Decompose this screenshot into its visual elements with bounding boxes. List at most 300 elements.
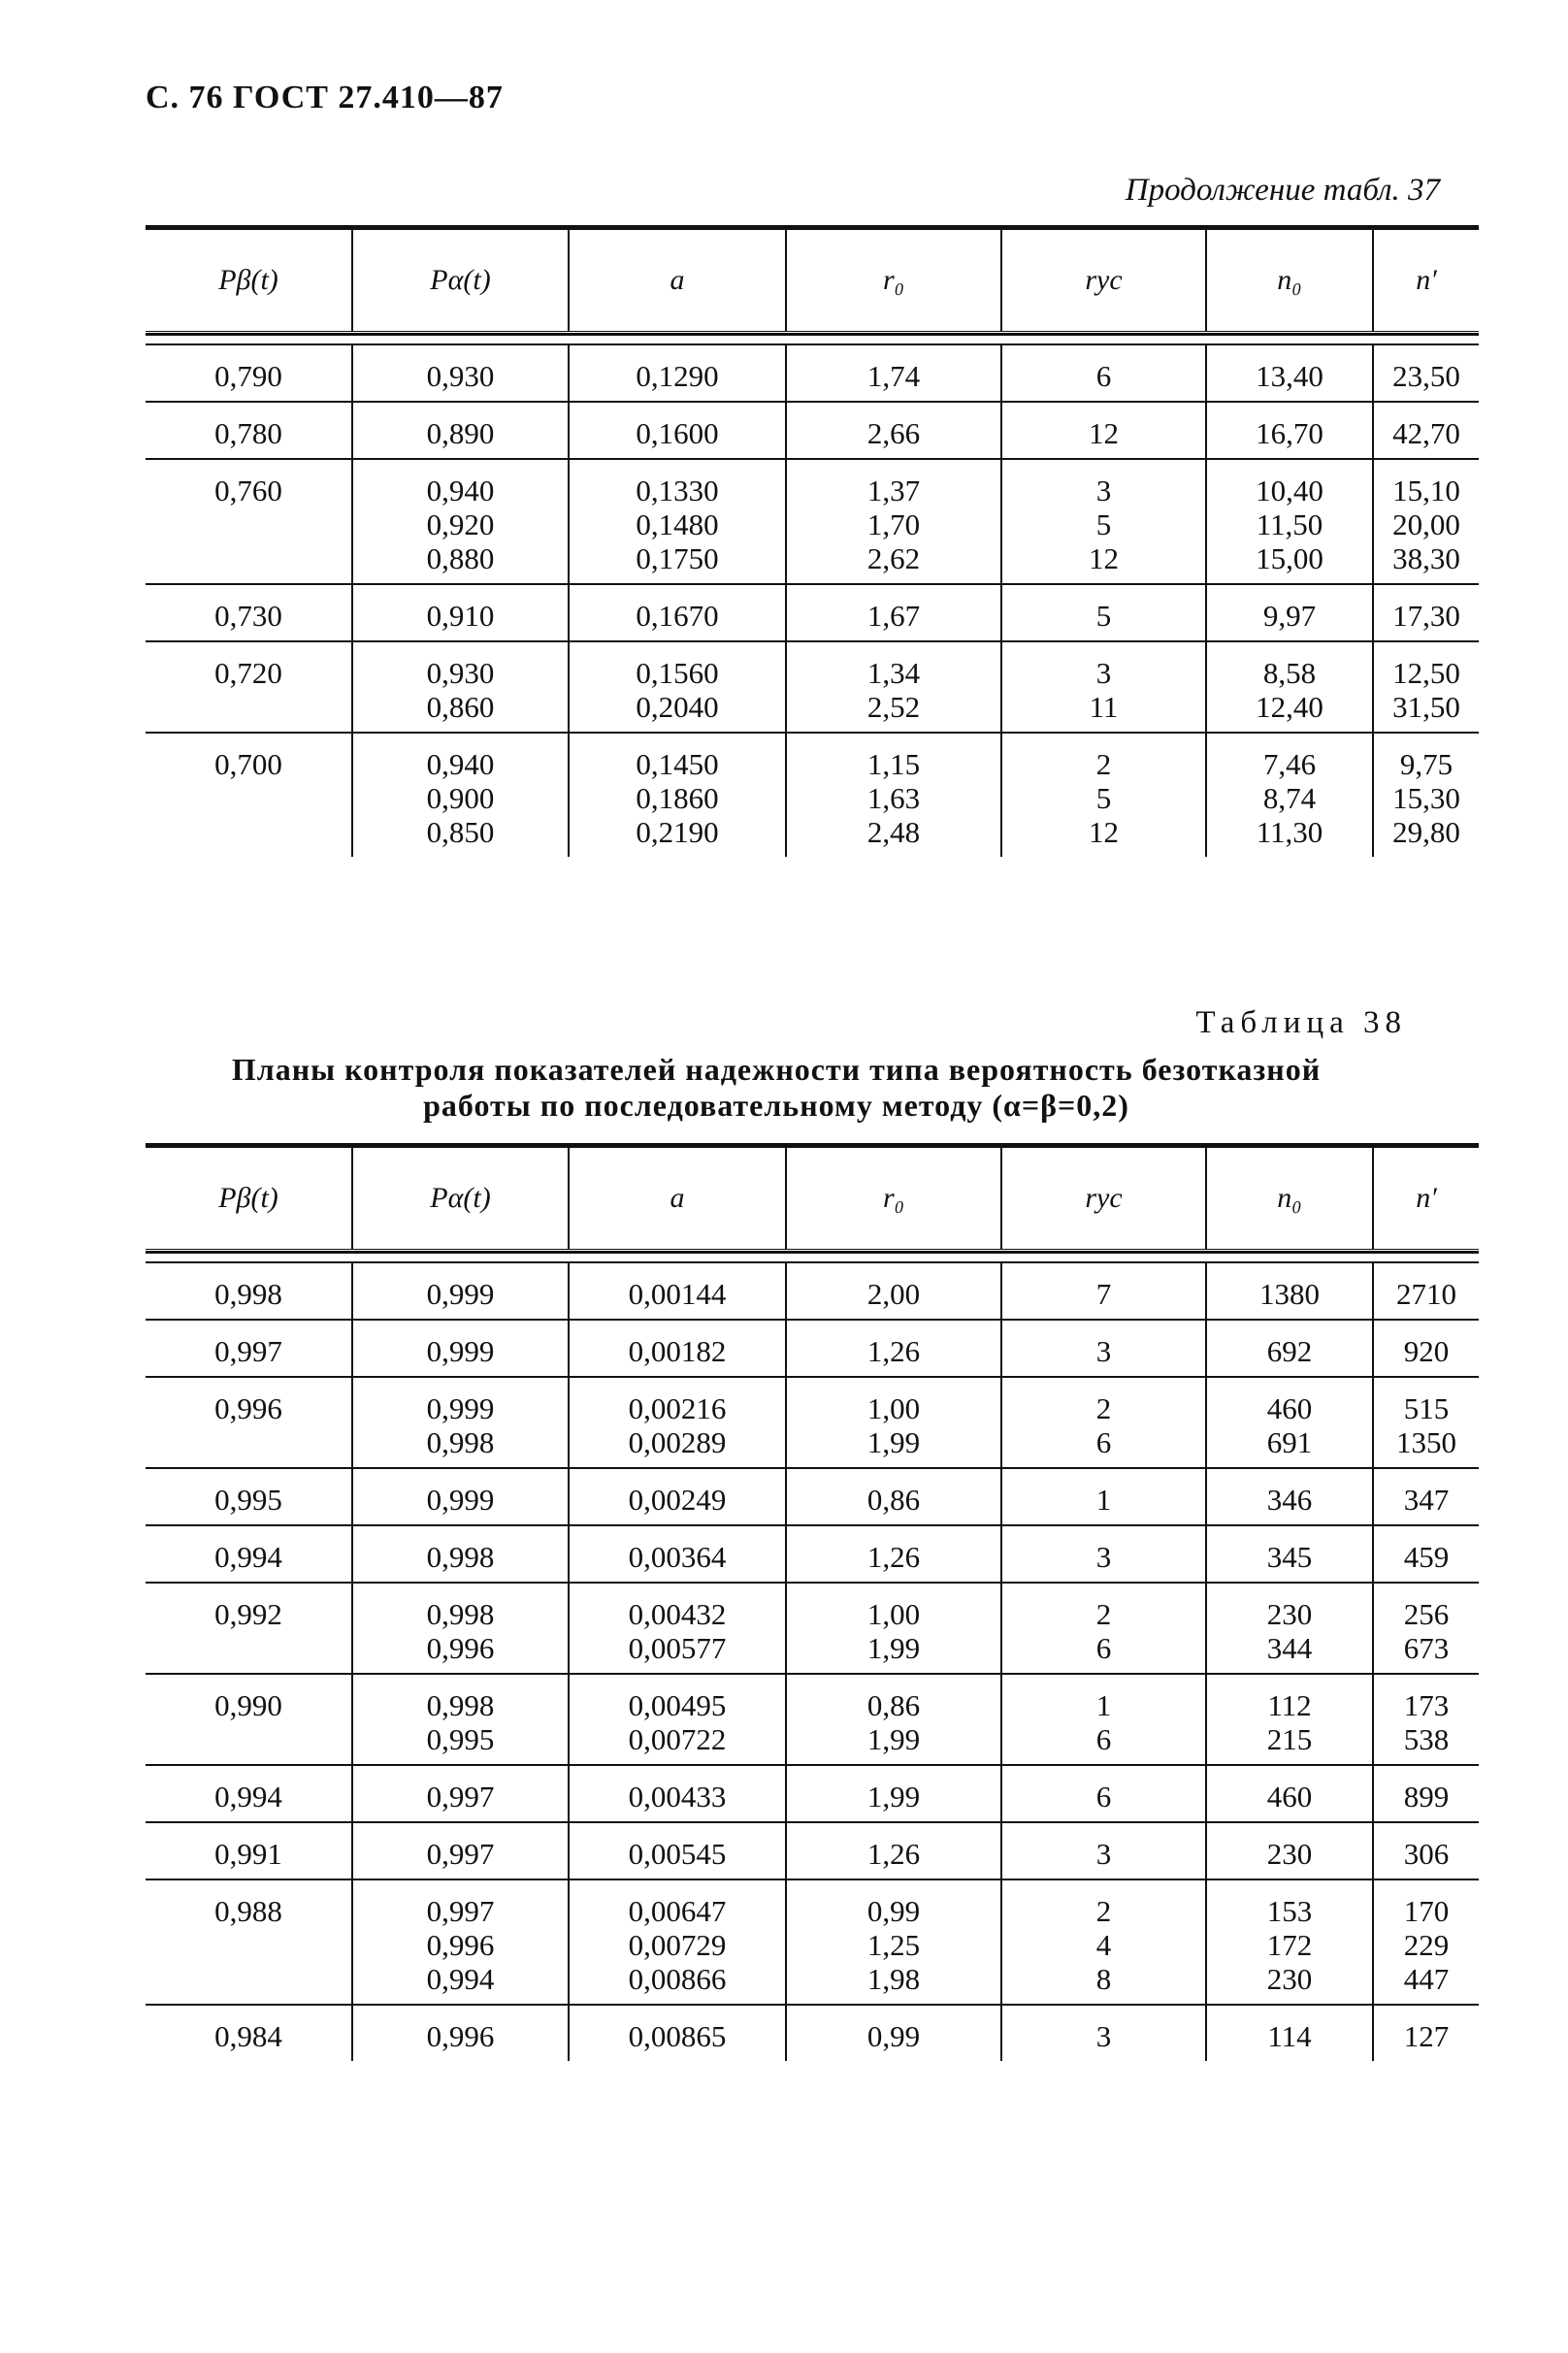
cell-value: 173 <box>1403 1688 1450 1722</box>
cell-value: 0,00865 <box>628 2019 727 2053</box>
column-header: n₀ <box>1207 1148 1374 1249</box>
cell-value: 12 <box>1089 416 1119 450</box>
cell-value: 0,2040 <box>636 690 719 724</box>
cell-value: 0,997 <box>426 1837 495 1871</box>
table-cell-pbeta: 0,988 <box>146 1880 353 2006</box>
table-cell <box>787 642 1002 734</box>
table-cell <box>1374 1823 1479 1880</box>
table-cell <box>787 1469 1002 1526</box>
table-cell <box>353 345 570 403</box>
cell-value: 0,860 <box>426 690 495 724</box>
page-header: С. 76 ГОСТ 27.410—87 <box>146 80 504 115</box>
cell-value: 0,1670 <box>636 599 719 633</box>
cell-value: 230 <box>1266 1597 1313 1631</box>
table-cell <box>787 1823 1002 1880</box>
table-cell <box>1207 1766 1374 1823</box>
table-cell-pbeta: 0,997 <box>146 1321 353 1378</box>
cell-value: 2 <box>1095 1597 1112 1631</box>
cell-value: 170 <box>1403 1894 1450 1928</box>
table-cell <box>1374 734 1479 857</box>
table-cell <box>570 1321 787 1378</box>
cell-value: 29,80 <box>1392 815 1460 849</box>
table-cell <box>787 1321 1002 1378</box>
column-header: a <box>570 1148 787 1249</box>
cell-value: 3 <box>1095 1837 1112 1871</box>
cell-value: 0,00722 <box>628 1722 727 1756</box>
cell-value: 346 <box>1266 1483 1313 1517</box>
table-cell <box>353 1584 570 1675</box>
column-header: rус <box>1002 1148 1207 1249</box>
column-header: n₀ <box>1207 230 1374 331</box>
table-cell <box>570 1263 787 1321</box>
cell-value: 0,940 <box>426 474 495 507</box>
table-cell-pbeta: 0,760 <box>146 460 353 585</box>
table-37 <box>146 225 1479 857</box>
table-cell <box>353 585 570 642</box>
table-cell <box>570 1880 787 2006</box>
cell-value: 6 <box>1095 1631 1112 1665</box>
table-cell-pbeta: 0,998 <box>146 1263 353 1321</box>
cell-value: 42,70 <box>1392 416 1460 450</box>
cell-value: 1,70 <box>866 507 921 541</box>
cell-value: 1,99 <box>866 1780 921 1814</box>
cell-value: 1,00 <box>866 1597 921 1631</box>
cell-value: 3 <box>1095 1540 1112 1574</box>
cell-value: 1,25 <box>866 1928 921 1962</box>
cell-value: 0,996 <box>426 1928 495 1962</box>
table-cell <box>787 345 1002 403</box>
cell-value: 5 <box>1095 507 1112 541</box>
cell-value: 691 <box>1266 1425 1313 1459</box>
cell-value: 0,00577 <box>628 1631 727 1665</box>
cell-value: 8 <box>1095 1962 1112 1996</box>
table-cell <box>1207 1263 1374 1321</box>
table-cell <box>1374 345 1479 403</box>
cell-value: 1,99 <box>866 1425 921 1459</box>
cell-value: 0,00495 <box>628 1688 727 1722</box>
table-cell <box>1002 1378 1207 1469</box>
cell-value: 6 <box>1095 1722 1112 1756</box>
cell-value: 0,86 <box>866 1688 921 1722</box>
table-cell-pbeta: 0,780 <box>146 403 353 460</box>
cell-value: 0,00289 <box>628 1425 727 1459</box>
table-cell <box>1207 734 1374 857</box>
cell-value: 0,997 <box>426 1780 495 1814</box>
table-cell <box>787 1675 1002 1766</box>
table-cell-pbeta: 0,991 <box>146 1823 353 1880</box>
table-number-label: Таблица 38 <box>1195 1005 1407 1040</box>
cell-value: 1,99 <box>866 1631 921 1665</box>
cell-value: 6 <box>1095 1425 1112 1459</box>
cell-value: 38,30 <box>1392 541 1460 575</box>
cell-value: 1350 <box>1396 1425 1456 1459</box>
cell-value: 215 <box>1266 1722 1313 1756</box>
cell-value: 0,00182 <box>628 1334 727 1368</box>
cell-value: 2,52 <box>866 690 921 724</box>
table-cell <box>1002 1321 1207 1378</box>
cell-value: 114 <box>1267 2019 1312 2053</box>
table-cell <box>1374 1584 1479 1675</box>
cell-value: 3 <box>1095 656 1112 690</box>
cell-value: 0,86 <box>866 1483 921 1517</box>
cell-value: 0,00866 <box>628 1962 727 1996</box>
table-cell <box>1002 345 1207 403</box>
table-cell <box>353 403 570 460</box>
cell-value: 16,70 <box>1256 416 1323 450</box>
table-cell-pbeta: 0,994 <box>146 1766 353 1823</box>
cell-value: 0,998 <box>426 1688 495 1722</box>
cell-value: 1380 <box>1259 1277 1320 1311</box>
cell-value: 1,00 <box>866 1391 921 1425</box>
cell-value: 172 <box>1266 1928 1313 1962</box>
table-cell-pbeta: 0,996 <box>146 1378 353 1469</box>
cell-value: 0,00545 <box>628 1837 727 1871</box>
cell-value: 7 <box>1095 1277 1112 1311</box>
table-cell <box>353 1880 570 2006</box>
table-cell <box>1207 345 1374 403</box>
cell-value: 6 <box>1095 359 1112 393</box>
table-cell-pbeta: 0,995 <box>146 1469 353 1526</box>
cell-value: 673 <box>1403 1631 1450 1665</box>
table-cell <box>787 2006 1002 2061</box>
table-cell <box>787 734 1002 857</box>
cell-value: 0,1560 <box>636 656 719 690</box>
table-cell <box>353 1675 570 1766</box>
cell-value: 2,66 <box>866 416 921 450</box>
cell-value: 15,30 <box>1392 781 1460 815</box>
cell-value: 0,996 <box>426 1631 495 1665</box>
table-cell <box>1374 460 1479 585</box>
table-cell <box>1207 585 1374 642</box>
table-cell <box>787 1766 1002 1823</box>
table-cell <box>787 1526 1002 1584</box>
table-cell <box>1002 403 1207 460</box>
cell-value: 1,98 <box>866 1962 921 1996</box>
table-cell <box>353 1263 570 1321</box>
cell-value: 0,99 <box>866 2019 921 2053</box>
table-cell-pbeta: 0,700 <box>146 734 353 857</box>
cell-value: 12,40 <box>1256 690 1323 724</box>
cell-value: 0,999 <box>426 1391 495 1425</box>
cell-value: 9,97 <box>1262 599 1317 633</box>
table-cell <box>1374 1321 1479 1378</box>
table-cell <box>787 1584 1002 1675</box>
cell-value: 0,998 <box>426 1425 495 1459</box>
cell-value: 15,00 <box>1256 541 1323 575</box>
table-cell <box>570 1766 787 1823</box>
table-cell <box>1002 1675 1207 1766</box>
cell-value: 6 <box>1095 1780 1112 1814</box>
column-header: r₀ <box>787 230 1002 331</box>
cell-value: 0,1860 <box>636 781 719 815</box>
table-cell <box>570 1584 787 1675</box>
cell-value: 3 <box>1095 474 1112 507</box>
cell-value: 447 <box>1403 1962 1450 1996</box>
cell-value: 0,850 <box>426 815 495 849</box>
cell-value: 0,1750 <box>636 541 719 575</box>
table-cell <box>1207 1823 1374 1880</box>
cell-value: 230 <box>1266 1837 1313 1871</box>
cell-value: 1,67 <box>866 599 921 633</box>
cell-value: 0,998 <box>426 1540 495 1574</box>
column-header: r₀ <box>787 1148 1002 1249</box>
table-cell <box>1002 1263 1207 1321</box>
cell-value: 11,30 <box>1256 815 1323 849</box>
cell-value: 460 <box>1266 1780 1313 1814</box>
cell-value: 1 <box>1095 1688 1112 1722</box>
table-cell <box>570 642 787 734</box>
cell-value: 306 <box>1403 1837 1450 1871</box>
cell-value: 0,995 <box>426 1722 495 1756</box>
column-header: Pβ(t) <box>146 1148 353 1249</box>
table-cell <box>353 1526 570 1584</box>
cell-value: 0,994 <box>426 1962 495 1996</box>
table-cell <box>1374 1766 1479 1823</box>
cell-value: 256 <box>1403 1597 1450 1631</box>
cell-value: 112 <box>1267 1688 1312 1722</box>
cell-value: 1 <box>1095 1483 1112 1517</box>
table-cell <box>570 460 787 585</box>
table-cell <box>570 1469 787 1526</box>
table-cell <box>787 403 1002 460</box>
cell-value: 12 <box>1089 541 1119 575</box>
column-header: Pα(t) <box>353 230 570 331</box>
table-cell-pbeta: 0,992 <box>146 1584 353 1675</box>
table-continuation-label: Продолжение табл. 37 <box>1125 173 1440 208</box>
table-cell <box>353 1321 570 1378</box>
cell-value: 2,48 <box>866 815 921 849</box>
cell-value: 1,26 <box>866 1540 921 1574</box>
table-cell <box>353 734 570 857</box>
cell-value: 0,910 <box>426 599 495 633</box>
cell-value: 5 <box>1095 599 1112 633</box>
table-cell <box>570 1378 787 1469</box>
cell-value: 1,15 <box>866 747 921 781</box>
cell-value: 0,997 <box>426 1894 495 1928</box>
cell-value: 2,00 <box>866 1277 921 1311</box>
table-cell <box>787 585 1002 642</box>
table-caption: Планы контроля показателей надежности типа вероятность безотказной <box>231 1052 1322 1087</box>
cell-value: 0,1290 <box>636 359 719 393</box>
cell-value: 0,2190 <box>636 815 719 849</box>
table-cell <box>1374 1378 1479 1469</box>
table-cell <box>787 1263 1002 1321</box>
cell-value: 2710 <box>1396 1277 1456 1311</box>
column-header: Pβ(t) <box>146 230 353 331</box>
table-cell <box>1002 1584 1207 1675</box>
cell-value: 4 <box>1095 1928 1112 1962</box>
table-cell <box>353 1469 570 1526</box>
table-cell <box>570 585 787 642</box>
cell-value: 11 <box>1089 690 1119 724</box>
table-cell <box>1002 1766 1207 1823</box>
table-cell <box>570 1675 787 1766</box>
cell-value: 0,998 <box>426 1597 495 1631</box>
cell-value: 0,1450 <box>636 747 719 781</box>
cell-value: 0,1480 <box>636 507 719 541</box>
cell-value: 1,63 <box>866 781 921 815</box>
cell-value: 1,74 <box>866 359 921 393</box>
table-cell <box>1002 1469 1207 1526</box>
table-cell-pbeta: 0,790 <box>146 345 353 403</box>
cell-value: 10,40 <box>1256 474 1323 507</box>
cell-value: 2 <box>1095 1894 1112 1928</box>
table-cell <box>353 1823 570 1880</box>
table-cell <box>1207 1880 1374 2006</box>
table-cell <box>1002 734 1207 857</box>
cell-value: 11,50 <box>1256 507 1323 541</box>
table-cell <box>1002 585 1207 642</box>
cell-value: 1,99 <box>866 1722 921 1756</box>
cell-value: 23,50 <box>1392 359 1460 393</box>
column-header: a <box>570 230 787 331</box>
cell-value: 0,00144 <box>628 1277 727 1311</box>
cell-value: 0,999 <box>426 1483 495 1517</box>
table-cell <box>1002 1526 1207 1584</box>
table-cell <box>1207 642 1374 734</box>
table-cell <box>1374 642 1479 734</box>
cell-value: 13,40 <box>1256 359 1323 393</box>
cell-value: 1,34 <box>866 656 921 690</box>
cell-value: 15,10 <box>1392 474 1460 507</box>
cell-value: 538 <box>1403 1722 1450 1756</box>
cell-value: 920 <box>1403 1334 1450 1368</box>
cell-value: 17,30 <box>1392 599 1460 633</box>
cell-value: 459 <box>1403 1540 1450 1574</box>
cell-value: 0,940 <box>426 747 495 781</box>
cell-value: 5 <box>1095 781 1112 815</box>
table-cell-pbeta: 0,984 <box>146 2006 353 2061</box>
cell-value: 0,00249 <box>628 1483 727 1517</box>
table-cell <box>570 403 787 460</box>
cell-value: 0,00364 <box>628 1540 727 1574</box>
table-cell <box>353 460 570 585</box>
cell-value: 345 <box>1266 1540 1313 1574</box>
table-cell <box>353 1378 570 1469</box>
table-cell <box>570 1526 787 1584</box>
cell-value: 0,900 <box>426 781 495 815</box>
column-header: n′ <box>1416 264 1437 296</box>
table-cell <box>1207 2006 1374 2061</box>
table-cell <box>1374 585 1479 642</box>
cell-value: 3 <box>1095 2019 1112 2053</box>
table-cell <box>787 460 1002 585</box>
table-cell <box>1002 1880 1207 2006</box>
cell-value: 460 <box>1266 1391 1313 1425</box>
cell-value: 0,930 <box>426 359 495 393</box>
cell-value: 127 <box>1403 2019 1450 2053</box>
cell-value: 0,00647 <box>628 1894 727 1928</box>
table-cell <box>353 642 570 734</box>
table-cell <box>1207 1469 1374 1526</box>
table-cell <box>353 2006 570 2061</box>
table-cell <box>570 345 787 403</box>
table-cell <box>1207 1321 1374 1378</box>
table-cell <box>1374 1469 1479 1526</box>
cell-value: 31,50 <box>1392 690 1460 724</box>
cell-value: 0,920 <box>426 507 495 541</box>
table-cell <box>570 2006 787 2061</box>
cell-value: 229 <box>1403 1928 1450 1962</box>
cell-value: 1,26 <box>866 1334 921 1368</box>
cell-value: 7,46 <box>1262 747 1317 781</box>
cell-value: 0,996 <box>426 2019 495 2053</box>
table-cell <box>1374 1263 1479 1321</box>
table-cell <box>1207 1675 1374 1766</box>
table-cell-pbeta: 0,730 <box>146 585 353 642</box>
table-cell <box>1002 642 1207 734</box>
table-cell-pbeta: 0,994 <box>146 1526 353 1584</box>
cell-value: 3 <box>1095 1334 1112 1368</box>
cell-value: 2 <box>1095 1391 1112 1425</box>
table-cell <box>1374 1880 1479 2006</box>
cell-value: 230 <box>1266 1962 1313 1996</box>
table-cell <box>1207 1526 1374 1584</box>
cell-value: 0,890 <box>426 416 495 450</box>
cell-value: 0,880 <box>426 541 495 575</box>
column-header: Pα(t) <box>353 1148 570 1249</box>
table-body <box>146 345 1479 857</box>
cell-value: 1,37 <box>866 474 921 507</box>
table-cell <box>570 1823 787 1880</box>
table-cell <box>570 734 787 857</box>
column-header: n′ <box>1416 1182 1437 1214</box>
table-header-row <box>146 230 1479 334</box>
cell-value: 0,1600 <box>636 416 719 450</box>
table-cell <box>1207 403 1374 460</box>
table-header-row <box>146 1148 1479 1252</box>
table-cell-pbeta: 0,990 <box>146 1675 353 1766</box>
table-body <box>146 1263 1479 2061</box>
cell-value: 1,26 <box>866 1837 921 1871</box>
cell-value: 0,00433 <box>628 1780 727 1814</box>
cell-value: 0,00729 <box>628 1928 727 1962</box>
table-cell <box>1207 1378 1374 1469</box>
table-38 <box>146 1143 1479 2061</box>
table-caption-continued: работы по последовательному методу (α=β=0,2) <box>423 1088 1129 1123</box>
cell-value: 9,75 <box>1399 747 1454 781</box>
table-cell <box>1374 2006 1479 2061</box>
cell-value: 515 <box>1403 1391 1450 1425</box>
cell-value: 0,1330 <box>636 474 719 507</box>
cell-value: 12 <box>1089 815 1119 849</box>
cell-value: 12,50 <box>1392 656 1460 690</box>
column-header: rус <box>1002 230 1207 331</box>
cell-value: 20,00 <box>1392 507 1460 541</box>
cell-value: 0,00216 <box>628 1391 727 1425</box>
cell-value: 347 <box>1403 1483 1450 1517</box>
cell-value: 153 <box>1266 1894 1313 1928</box>
cell-value: 692 <box>1266 1334 1313 1368</box>
table-cell <box>1207 1584 1374 1675</box>
table-cell <box>1002 460 1207 585</box>
table-cell <box>353 1766 570 1823</box>
cell-value: 8,74 <box>1262 781 1317 815</box>
cell-value: 0,00432 <box>628 1597 727 1631</box>
cell-value: 8,58 <box>1262 656 1317 690</box>
cell-value: 0,99 <box>866 1894 921 1928</box>
cell-value: 0,930 <box>426 656 495 690</box>
table-cell <box>787 1378 1002 1469</box>
cell-value: 2,62 <box>866 541 921 575</box>
table-cell <box>1374 1675 1479 1766</box>
cell-value: 2 <box>1095 747 1112 781</box>
cell-value: 344 <box>1266 1631 1313 1665</box>
cell-value: 899 <box>1403 1780 1450 1814</box>
table-cell-pbeta: 0,720 <box>146 642 353 734</box>
table-cell <box>1207 460 1374 585</box>
table-cell <box>1374 1526 1479 1584</box>
